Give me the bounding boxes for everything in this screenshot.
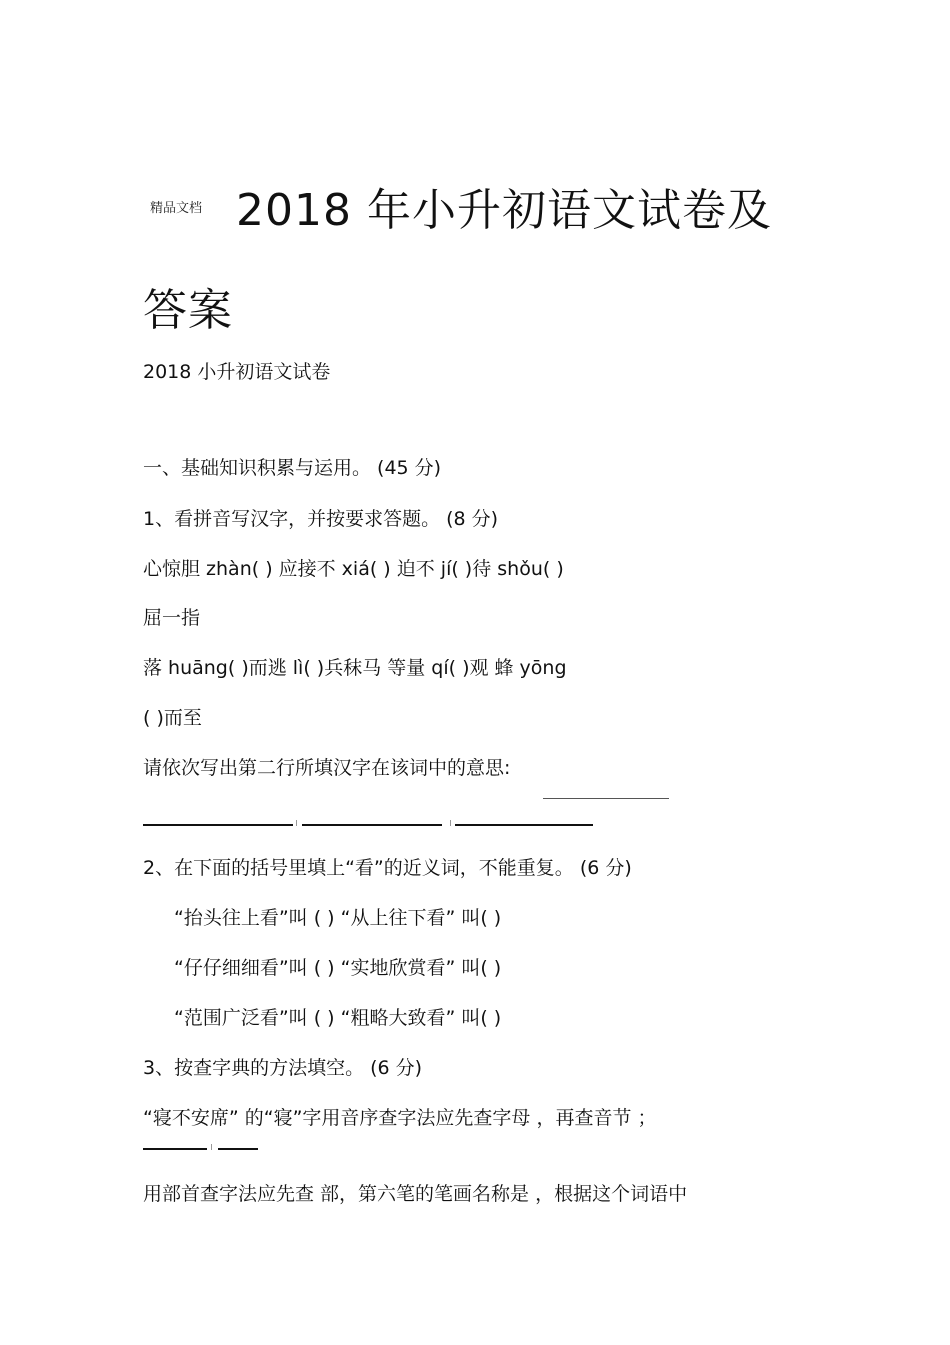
- q1-heading: 1、看拼音写汉字，并按要求答题。 (8 分): [143, 508, 499, 530]
- section1-heading: 一、基础知识积累与运用。 (45 分): [143, 457, 442, 479]
- q3-heading: 3、按查字典的方法填空。 (6 分): [143, 1057, 423, 1079]
- answer-line-separator: [296, 820, 297, 826]
- answer-line-3: [455, 824, 593, 826]
- q1-pinyin-line1: 心惊胆 zhàn( ) 应接不 xiá( ) 迫不 jí( )待 shǒu( ): [143, 558, 564, 580]
- q1-instruction: 请依次写出第二行所填汉字在该词中的意思:: [143, 757, 511, 779]
- q3-line1: “寝不安席” 的“寝”字用音序查字法应先查字母 ，再查音节 ；: [143, 1107, 657, 1129]
- answer-line-separator: [450, 820, 451, 826]
- q2-row2: “仔仔细细看”叫 ( ) “实地欣赏看” 叫( ): [174, 957, 502, 979]
- page-title-line2: 答案: [143, 285, 233, 336]
- q3-line2: 用部首查字法应先查 部，第六笔的笔画名称是 ，根据这个词语中: [143, 1183, 688, 1205]
- page-title-line1: 2018 年小升初语文试卷及: [236, 185, 772, 236]
- q1-pinyin-line3: 落 huāng( )而逃 lì( )兵秣马 等量 qí( )观 蜂 yōng: [143, 657, 567, 679]
- watermark-text: 精品文档: [150, 201, 203, 216]
- q2-row3: “范围广泛看”叫 ( ) “粗略大致看” 叫( ): [174, 1007, 502, 1029]
- q1-pinyin-line4: ( )而至: [143, 707, 202, 729]
- q1-pinyin-line2: 屈一指: [143, 607, 201, 629]
- q2-heading: 2、在下面的括号里填上“看”的近义词，不能重复。 (6 分): [143, 857, 632, 879]
- exam-subtitle: 2018 小升初语文试卷: [143, 361, 331, 383]
- answer-line-2: [302, 824, 442, 826]
- answer-line-5: [218, 1148, 258, 1150]
- answer-line-top: [543, 798, 669, 799]
- q2-row1: “抬头往上看”叫 ( ) “从上往下看” 叫( ): [174, 907, 502, 929]
- answer-line-separator: [211, 1144, 212, 1150]
- answer-line-1: [143, 824, 293, 826]
- answer-line-4: [143, 1148, 207, 1150]
